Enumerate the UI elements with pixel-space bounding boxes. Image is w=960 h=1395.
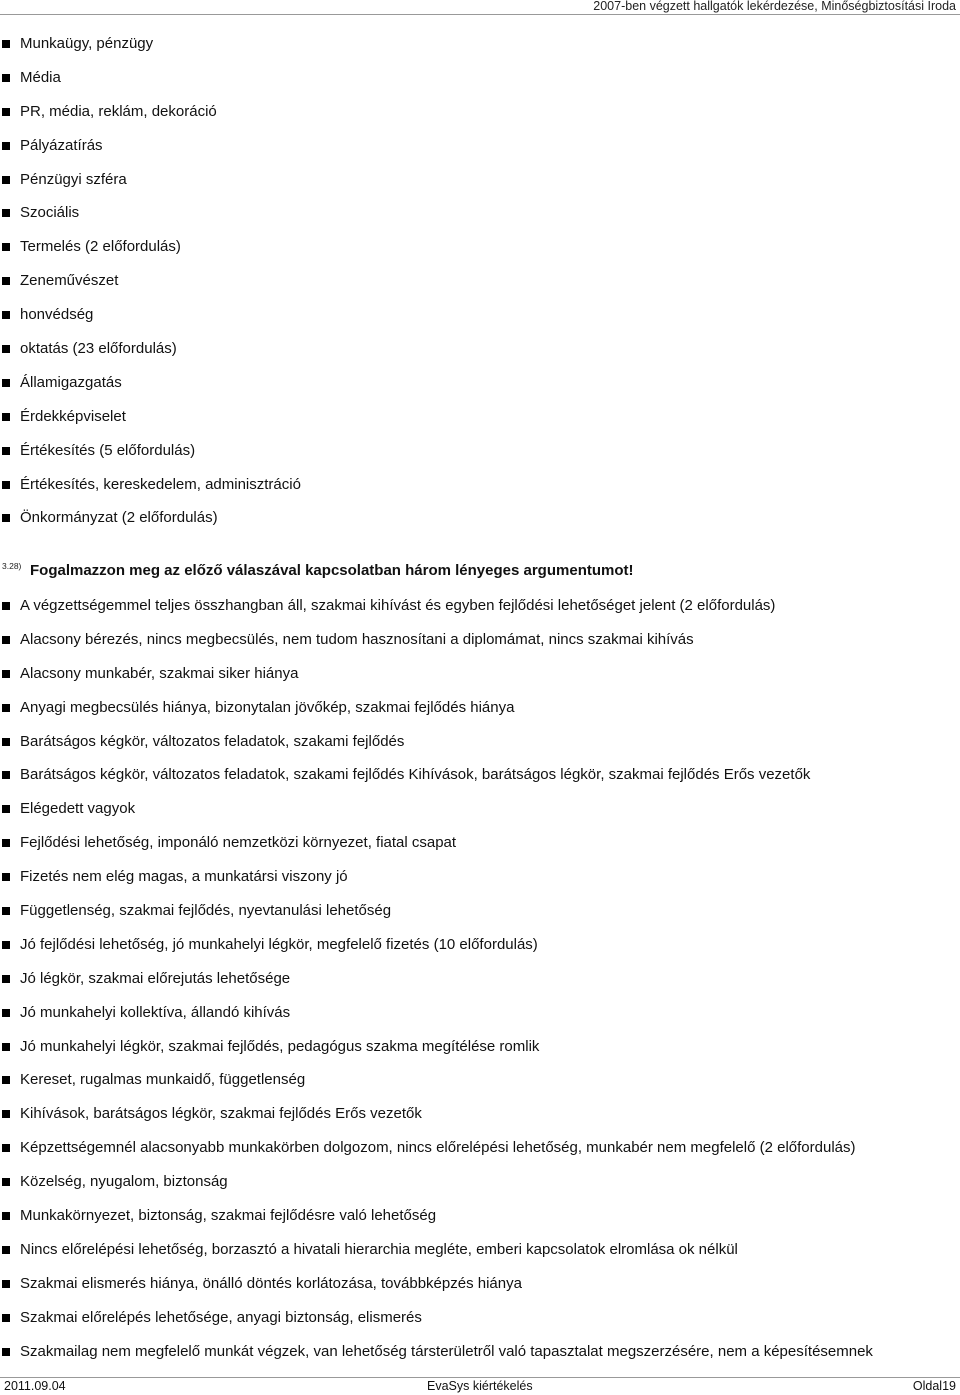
list-item-text: Szakmai előrelépés lehetősége, anyagi biztonság, elismerés — [20, 1308, 422, 1326]
list-item-text: Kereset, rugalmas munkaidő, függetlenség — [20, 1071, 306, 1089]
square-bullet-icon — [2, 108, 10, 116]
list-item-text: Munkakörnyezet, biztonság, szakmai fejlődésre való lehetőség — [20, 1207, 437, 1225]
list-item-text: Alacsony bérezés, nincs megbecsülés, nem tudom hasznosítani a diplomámat, nincs szakmai kihívás — [20, 630, 694, 648]
square-bullet-icon — [2, 975, 10, 983]
list-item — [0, 1267, 960, 1301]
question-number: 3.28) — [2, 561, 22, 571]
list-item — [0, 163, 960, 197]
list-item-text: Szociális — [20, 204, 80, 222]
list-item — [0, 758, 960, 792]
list-item — [0, 196, 960, 230]
list-item — [0, 298, 960, 332]
list-item-text: Elégedett vagyok — [20, 800, 136, 818]
list-item — [0, 1199, 960, 1233]
list-item — [0, 725, 960, 759]
list-item-text: Érdekképviselet — [20, 407, 126, 425]
list-item — [0, 1030, 960, 1064]
square-bullet-icon — [2, 1314, 10, 1322]
list-item — [0, 1335, 960, 1369]
list-item-text: Termelés (2 előfordulás) — [20, 238, 181, 256]
list-item-text: Anyagi megbecsülés hiánya, bizonytalan jövőkép, szakmai fejlődés hiánya — [20, 698, 515, 716]
response-list-top — [0, 27, 960, 535]
list-item-text: Pénzügyi szféra — [20, 170, 127, 188]
list-item-text: oktatás (23 előfordulás) — [20, 340, 177, 358]
square-bullet-icon — [2, 941, 10, 949]
list-item-text: Képzettségemnél alacsonyabb munkakörben dolgozom, nincs előrelépési lehetőség, munkabér nem megfelelő (2 előfordulás) — [20, 1139, 856, 1157]
square-bullet-icon — [2, 1144, 10, 1152]
list-item — [0, 1097, 960, 1131]
list-item — [0, 928, 960, 962]
list-item — [0, 894, 960, 928]
square-bullet-icon — [2, 1212, 10, 1220]
square-bullet-icon — [2, 1110, 10, 1118]
square-bullet-icon — [2, 514, 10, 522]
page-header-title: 2007-ben végzett hallgatók lekérdezése, Minőségbiztosítási Iroda — [593, 0, 956, 13]
list-item — [0, 230, 960, 264]
list-item — [0, 95, 960, 129]
footer-divider — [0, 1377, 960, 1378]
square-bullet-icon — [2, 771, 10, 779]
square-bullet-icon — [2, 738, 10, 746]
square-bullet-icon — [2, 1076, 10, 1084]
answer-list — [0, 589, 960, 1368]
square-bullet-icon — [2, 1280, 10, 1288]
list-item-text: Fejlődési lehetőség, imponáló nemzetközi környezet, fiatal csapat — [20, 834, 457, 852]
list-item-text: Kihívások, barátságos légkör, szakmai fejlődés Erős vezetők — [20, 1105, 422, 1123]
list-item-text: Függetlenség, szakmai fejlődés, nyevtanulási lehetőség — [20, 902, 392, 920]
list-item-text: Értékesítés (5 előfordulás) — [20, 441, 196, 459]
list-item — [0, 657, 960, 691]
question-block — [0, 560, 960, 582]
list-item — [0, 1233, 960, 1267]
list-item-text: A végzettségemmel teljes összhangban áll, szakmai kihívást és egyben fejlődési lehetőséget jelent (2 előfordulás) — [20, 597, 776, 614]
header-divider — [0, 14, 960, 15]
list-item-text: Barátságos kégkör, változatos feladatok, szakami fejlődés Kihívások, barátságos légkör, szakmai fejlődés Erős vezetők — [20, 766, 811, 784]
list-item — [0, 1165, 960, 1199]
list-item-text: Szakmailag nem megfelelő munkát végzek, van lehetőség társterületről való tapasztalat megszerzésére, nem a képesítésemnek — [20, 1342, 873, 1360]
footer-center-label: EvaSys kiértékelés — [427, 1379, 533, 1393]
list-item-text: honvédség — [20, 306, 94, 324]
list-item-text: Pályázatírás — [20, 136, 103, 154]
list-item-text: Munkaügy, pénzügy — [20, 35, 154, 52]
square-bullet-icon — [2, 74, 10, 82]
list-item — [0, 501, 960, 535]
square-bullet-icon — [2, 1043, 10, 1051]
list-item — [0, 996, 960, 1030]
square-bullet-icon — [2, 243, 10, 251]
list-item-text: Önkormányzat (2 előfordulás) — [20, 509, 218, 527]
square-bullet-icon — [2, 1009, 10, 1017]
square-bullet-icon — [2, 636, 10, 644]
square-bullet-icon — [2, 447, 10, 455]
square-bullet-icon — [2, 176, 10, 184]
list-item — [0, 1131, 960, 1165]
list-item-text: PR, média, reklám, dekoráció — [20, 102, 217, 120]
list-item — [0, 623, 960, 657]
list-item — [0, 61, 960, 95]
square-bullet-icon — [2, 704, 10, 712]
list-item-text: Alacsony munkabér, szakmai siker hiánya — [20, 664, 299, 682]
list-item — [0, 962, 960, 996]
square-bullet-icon — [2, 907, 10, 915]
square-bullet-icon — [2, 345, 10, 353]
question-text: Fogalmazzon meg az előző válaszával kapcsolatban három lényeges argumentumot! — [30, 562, 634, 579]
list-item-text: Jó munkahelyi kollektíva, állandó kihívás — [20, 1003, 291, 1021]
list-item-text: Média — [20, 68, 61, 86]
list-item-text: Jó légkör, szakmai előrejutás lehetősége — [20, 969, 291, 987]
square-bullet-icon — [2, 839, 10, 847]
square-bullet-icon — [2, 1246, 10, 1254]
list-item — [0, 1301, 960, 1335]
list-item-text: Jó munkahelyi légkör, szakmai fejlődés, pedagógus szakma megítélése romlik — [20, 1037, 540, 1055]
square-bullet-icon — [2, 481, 10, 489]
square-bullet-icon — [2, 209, 10, 217]
list-item — [0, 27, 960, 61]
list-item — [0, 589, 960, 623]
footer-page-number: Oldal19 — [912, 1379, 956, 1393]
list-item — [0, 400, 960, 434]
square-bullet-icon — [2, 805, 10, 813]
square-bullet-icon — [2, 40, 10, 48]
list-item-text: Jó fejlődési lehetőség, jó munkahelyi légkör, megfelelő fizetés (10 előfordulás) — [20, 935, 538, 953]
list-item-text: Nincs előrelépési lehetőség, borzasztó a hivatali hierarchia megléte, emberi kapcsolatok elromlása ok nélkül — [20, 1240, 738, 1258]
list-item — [0, 826, 960, 860]
list-item-text: Államigazgatás — [20, 373, 122, 391]
list-item-text: Barátságos kégkör, változatos feladatok, szakami fejlődés — [20, 732, 405, 750]
list-item — [0, 129, 960, 163]
square-bullet-icon — [2, 602, 10, 610]
list-item — [0, 1063, 960, 1097]
list-item — [0, 792, 960, 826]
square-bullet-icon — [2, 142, 10, 150]
list-item — [0, 332, 960, 366]
footer-date: 2011.09.04 — [4, 1379, 66, 1393]
square-bullet-icon — [2, 311, 10, 319]
page-footer — [0, 1379, 960, 1393]
list-item-text: Szakmai elismerés hiánya, önálló döntés korlátozása, továbbképzés hiánya — [20, 1274, 522, 1292]
square-bullet-icon — [2, 1178, 10, 1186]
list-item — [0, 434, 960, 468]
list-item-text: Értékesítés, kereskedelem, adminisztráció — [20, 475, 301, 493]
square-bullet-icon — [2, 873, 10, 881]
square-bullet-icon — [2, 379, 10, 387]
square-bullet-icon — [2, 670, 10, 678]
list-item — [0, 366, 960, 400]
list-item-text: Közelség, nyugalom, biztonság — [20, 1173, 228, 1191]
square-bullet-icon — [2, 1348, 10, 1356]
list-item — [0, 691, 960, 725]
list-item — [0, 264, 960, 298]
square-bullet-icon — [2, 413, 10, 421]
list-item-text: Fizetés nem elég magas, a munkatársi viszony jó — [20, 868, 348, 886]
list-item-text: Zeneművészet — [20, 272, 119, 290]
square-bullet-icon — [2, 277, 10, 285]
list-item — [0, 860, 960, 894]
list-item — [0, 468, 960, 502]
